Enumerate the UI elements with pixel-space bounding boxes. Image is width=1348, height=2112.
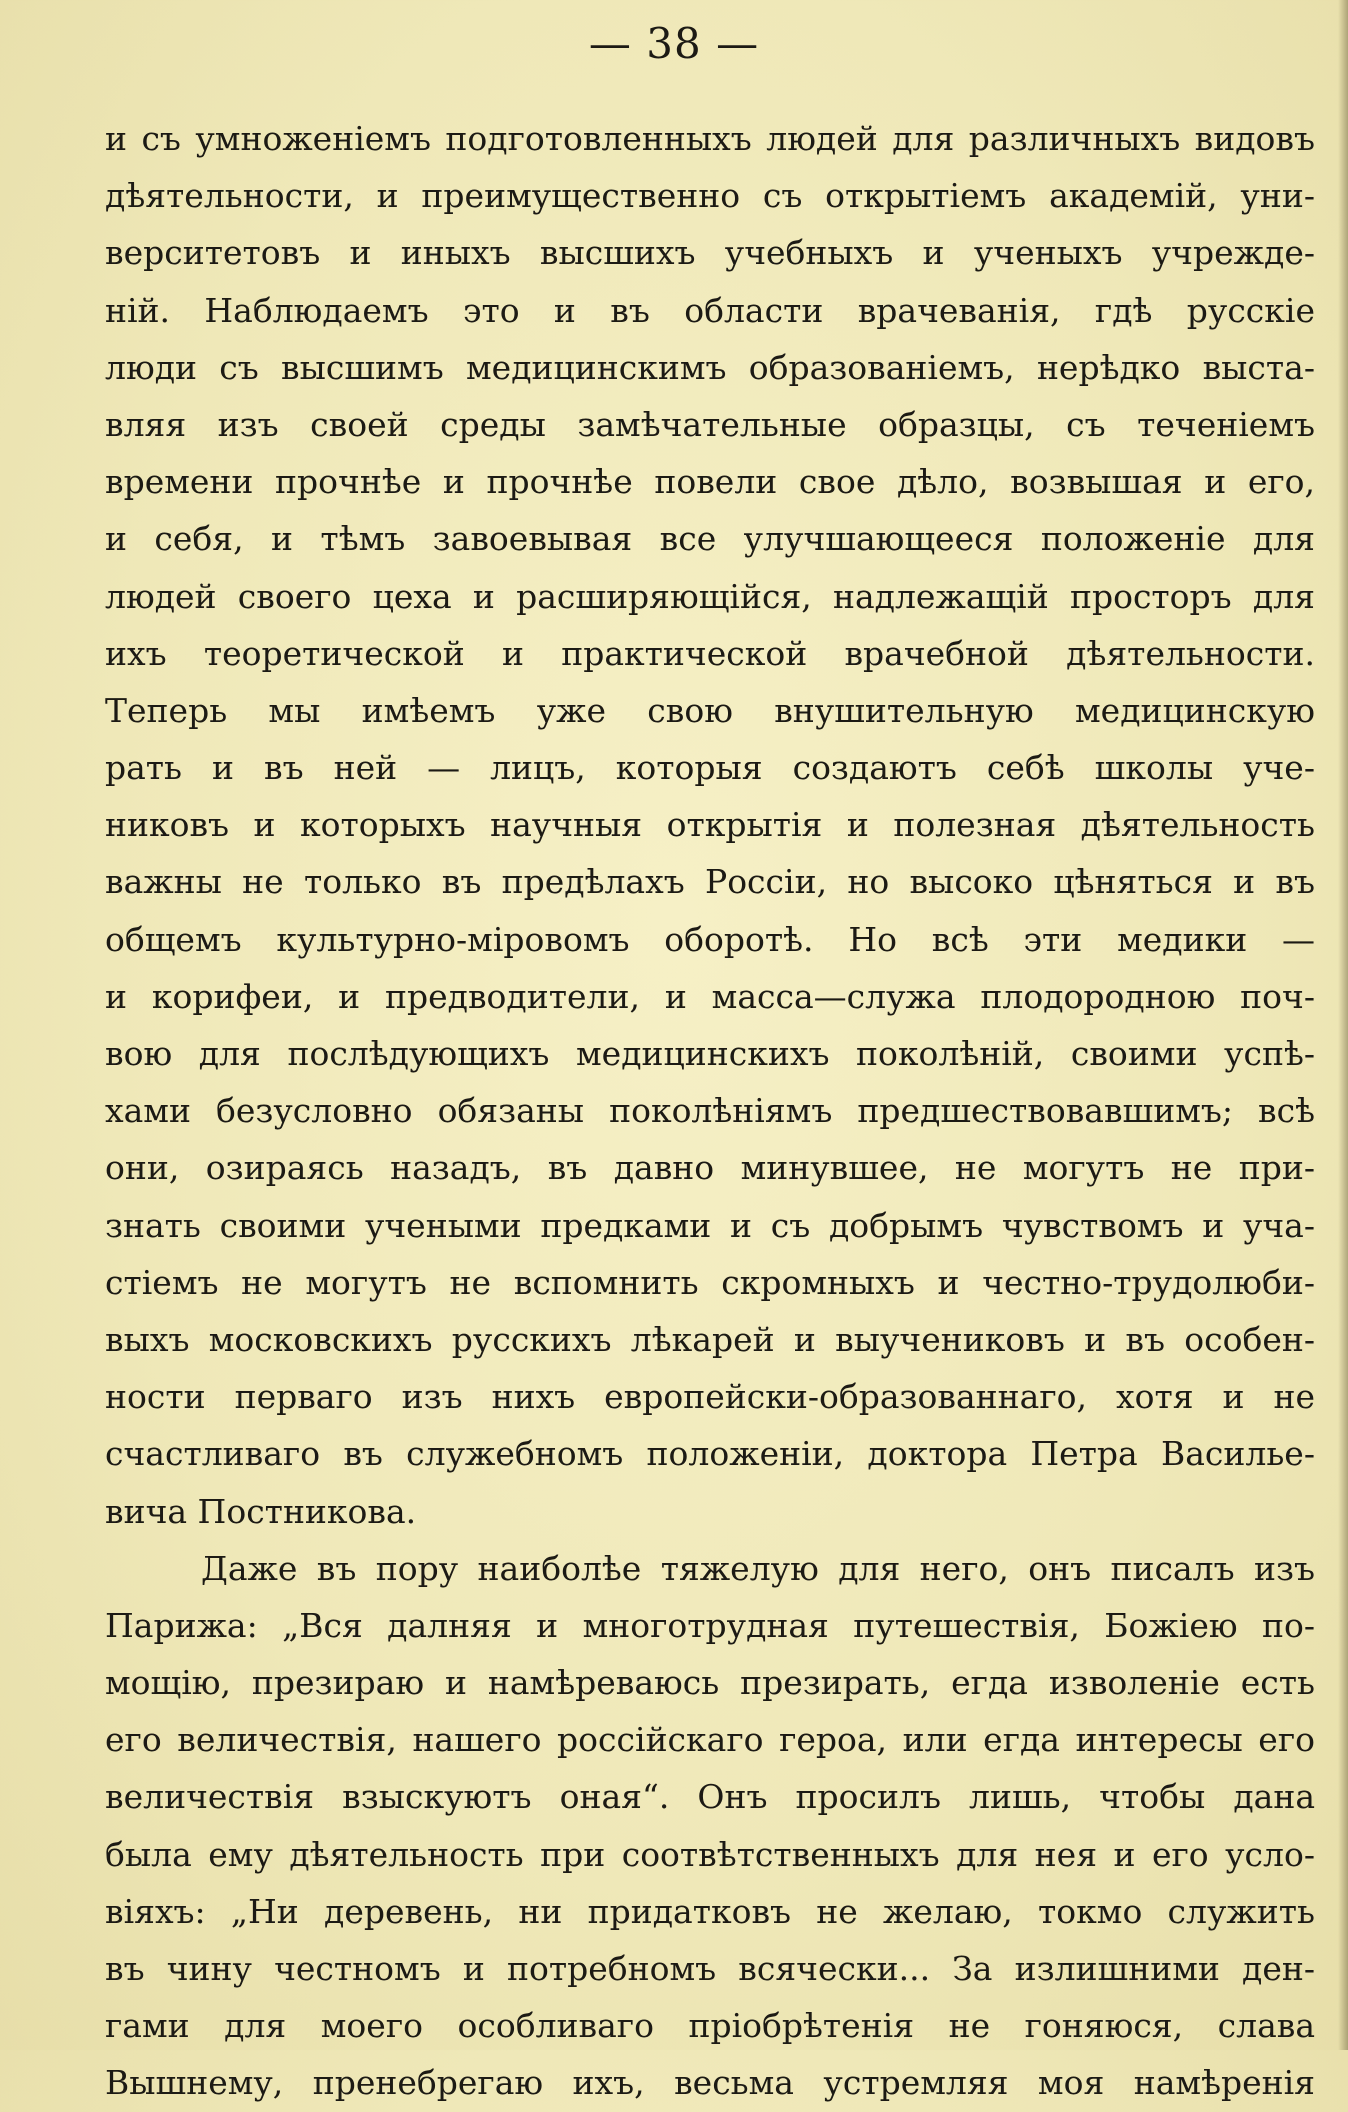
text-line: выхъ московскихъ русскихъ лѣкарей и выучениковъ и въ особен-: [105, 1319, 1315, 1359]
text-line: и съ умноженіемъ подготовленныхъ людей для различныхъ видовъ: [105, 119, 1315, 158]
text-line: вляя изъ своей среды замѣчательные образцы, съ теченіемъ: [105, 404, 1315, 444]
text-line: дѣятельности, и преимущественно съ открытіемъ академій, уни-: [105, 176, 1315, 216]
text-line: счастливаго въ служебномъ положеніи, доктора Петра Василье-: [105, 1434, 1315, 1474]
text-line: величествія взыскуютъ оная“. Онъ просилъ лишь, чтобы дана: [105, 1777, 1315, 1817]
text-line: Парижа: „Вся далняя и многотрудная путешествія, Божіею по-: [105, 1605, 1315, 1645]
text-line: была ему дѣятельность при соотвѣтственныхъ для нея и его усло-: [105, 1834, 1315, 1874]
text-line: знать своими учеными предками и съ добрымъ чувствомъ и уча-: [105, 1205, 1315, 1245]
text-line: важны не только въ предѣлахъ Россіи, но высоко цѣняться и въ: [105, 862, 1315, 902]
text-line: ній. Наблюдаемъ это и въ области врачеванія, гдѣ русскіе: [105, 290, 1315, 330]
text-line: въ чину честномъ и потребномъ всячески... За излишними ден-: [105, 1949, 1315, 1988]
text-line: ности перваго изъ нихъ европейски-образованнаго, хотя и не: [105, 1377, 1315, 1417]
text-line: никовъ и которыхъ научныя открытія и полезная дѣятельность: [105, 805, 1315, 845]
paragraph-start-line: Даже въ пору наиболѣе тяжелую для него, онъ писалъ изъ: [201, 1548, 1315, 1588]
text-line: ихъ теоретической и практической врачебной дѣятельности.: [105, 633, 1315, 673]
text-line: верситетовъ и иныхъ высшихъ учебныхъ и ученыхъ учрежде-: [105, 233, 1315, 273]
text-line: хами безусловно обязаны поколѣніямъ предшествовавшимъ; всѣ: [105, 1091, 1315, 1131]
text-line: Вышнему, пренебрегаю ихъ, весьма устремляя моя намѣренія: [105, 2063, 1315, 2103]
text-line: людей своего цеха и расширяющійся, надлежащій просторъ для: [105, 576, 1315, 616]
page-edge-shadow: [1338, 0, 1348, 2050]
text-line: люди съ высшимъ медицинскимъ образованіемъ, нерѣдко выста-: [105, 347, 1315, 387]
page-number: — 38 —: [588, 19, 760, 68]
text-line: и корифеи, и предводители, и масса—служа плодородною поч-: [105, 976, 1315, 1016]
text-line: віяхъ: „Ни деревень, ни придатковъ не желаю, токмо служить: [105, 1891, 1315, 1931]
text-line: Теперь мы имѣемъ уже свою внушительную медицинскую: [105, 690, 1315, 730]
text-line: общемъ культурно-міровомъ оборотѣ. Но всѣ эти медики —: [105, 919, 1315, 959]
text-line: мощію, презираю и намѣреваюсь презирать, егда изволеніе есть: [105, 1663, 1315, 1703]
body-text: [105, 110, 1315, 2112]
text-line: его величествія, нашего россійскаго героа, или егда интересы его: [105, 1720, 1315, 1760]
text-line: рать и въ ней — лицъ, которыя создаютъ себѣ школы уче-: [105, 748, 1315, 788]
text-line: гами для моего особливаго пріобрѣтенія не гоняюся, слава: [105, 2006, 1315, 2046]
text-line: вою для послѣдующихъ медицинскихъ поколѣній, своими успѣ-: [105, 1034, 1315, 1073]
text-line: времени прочнѣе и прочнѣе повели свое дѣло, возвышая и его,: [105, 462, 1315, 502]
paragraph-end-line: вича Постникова.: [105, 1491, 417, 1531]
text-line: они, озираясь назадъ, въ давно минувшее, не могутъ не при-: [105, 1148, 1315, 1188]
text-line: стіемъ не могутъ не вспомнить скромныхъ и честно-трудолюби-: [105, 1262, 1315, 1302]
text-line: и себя, и тѣмъ завоевывая все улучшающееся положеніе для: [105, 519, 1315, 559]
